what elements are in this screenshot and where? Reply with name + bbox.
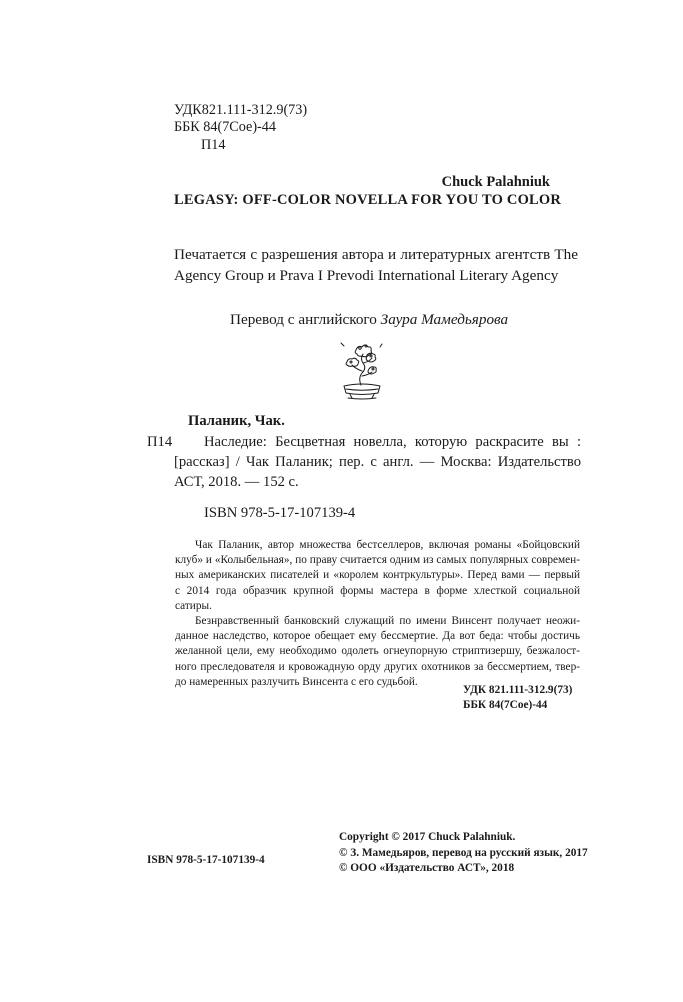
annotation-paragraph: [175, 614, 580, 690]
original-title: LEGASY: OFF-COLOR NOVELLA FOR YOU TO COLOR: [174, 192, 562, 208]
annotation-line: с 2014 года образчик крупной формы мастера в форме хлесткой социальной: [175, 584, 580, 597]
isbn-bottom: ISBN 978-5-17-107139-4: [147, 854, 265, 866]
annotation-line: Безнравственный банковский служащий по имени Винсент получает неожи-: [195, 614, 580, 627]
copyright-line: © З. Мамедьяров, перевод на русский язык, 2017: [339, 846, 588, 859]
isbn: ISBN 978-5-17-107139-4: [204, 505, 356, 521]
permission-line: Agency Group и Prava I Prevodi International Literary Agency: [174, 267, 559, 284]
translation-prefix: Перевод с английского: [230, 311, 381, 328]
bbk-code-bottom: ББК 84(7Сое)-44: [463, 699, 548, 711]
annotation-line: сатиры.: [175, 599, 212, 612]
bibliographic-line: АСТ, 2018. — 152 с.: [174, 474, 299, 490]
annotation-line: ных американских писателей и «королем контркультуры». Перед вами — первый: [175, 569, 580, 582]
translation-credit: [230, 309, 508, 330]
copyright-line: Copyright © 2017 Chuck Palahniuk.: [339, 831, 516, 843]
annotation-line: данное наследство, которое обещает ему бессмертие. Да вот беда: чтобы достичь: [175, 630, 580, 643]
annotation-line: до намеренных разлучить Винсента с его судьбой.: [175, 675, 418, 688]
annotation: [175, 538, 580, 690]
translator-name: Заура Мамедьярова: [380, 311, 509, 328]
copyright-block: [339, 830, 588, 877]
author-mark: П14: [201, 137, 226, 153]
annotation-paragraph: [175, 538, 580, 614]
copyright-line: © ООО «Издательство АСТ», 2018: [339, 862, 515, 875]
annotation-line: желанной цели, ему необходимо одолеть огнеупорную стриптизершу, безжалост-: [175, 645, 580, 658]
catalog-mark: П14: [147, 434, 173, 450]
udk-code-bottom: УДК 821.111-312.9(73): [463, 684, 573, 696]
bibliographic-line: [рассказ] / Чак Паланик; пер. с англ. — Москва: Издательство: [174, 454, 581, 470]
annotation-line: клуб» и «Колыбельная», по праву считается одним из самых популярных современ-: [175, 554, 580, 567]
annotation-line: ного преследователя и кровожадную орду других охотников за бессмертием, твер-: [175, 660, 580, 673]
permission-line: Печатается с разрешения автора и литературных агентств The: [174, 246, 578, 263]
annotation-line: Чак Паланик, автор множества бестселлеров, включая романы «Бойцовский: [195, 539, 580, 551]
original-author: Chuck Palahniuk: [441, 174, 550, 190]
permission-note: [174, 244, 578, 286]
udk-code: УДК821.111-312.9(73): [174, 102, 308, 118]
bibliographic-line: Наследие: Бесцветная новелла, которую раскрасите вы :: [204, 434, 581, 450]
bonsai-tree-icon: [336, 338, 388, 404]
catalog-author: Паланик, Чак.: [188, 413, 285, 429]
bbk-code: ББК 84(7Сое)-44: [174, 119, 276, 135]
bibliographic-description: [174, 432, 581, 492]
